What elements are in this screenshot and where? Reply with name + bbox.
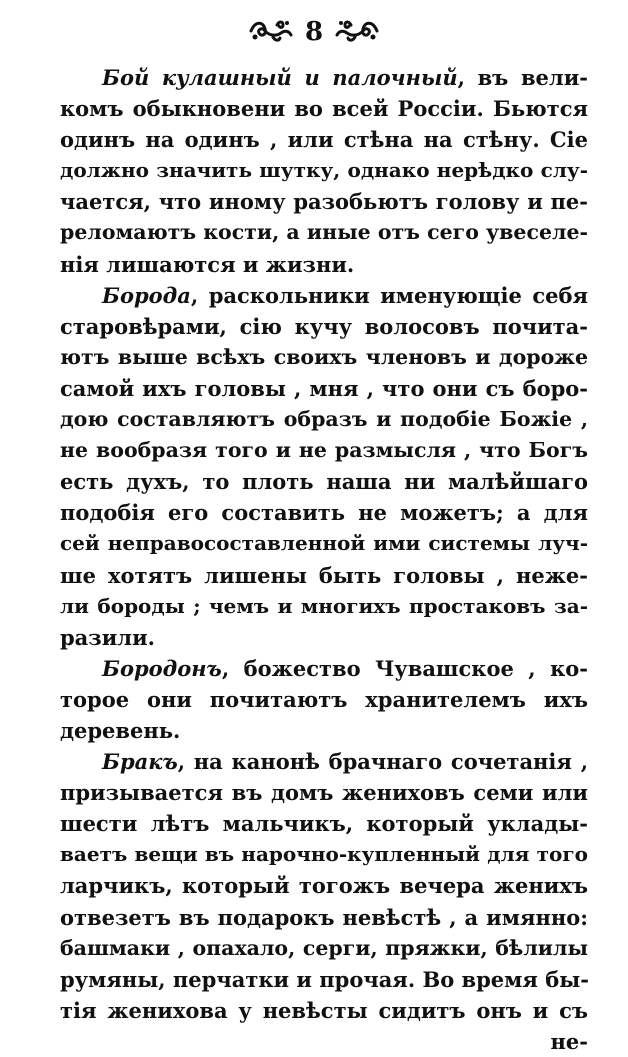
entry-line: есть духъ, то плоть наша ни малѣйшаго [60,469,588,495]
entry-line: разили. [60,624,155,650]
entry-line: не вообразя того и не размысля , что Богъ [60,438,588,463]
entry-line [60,653,588,684]
entry-line: деревень. [60,717,181,743]
entry-line: ларчикъ, который тогожъ вечера женихъ [60,873,588,899]
entry-term: Бракъ [102,749,178,775]
entry-term: Бой кулашный и палочный [102,65,458,90]
entry-line: старовѣрами, сію кучу волосовъ почита- [60,313,588,339]
entry-line: комъ обыкновени во всей Россіи. Бьются [60,96,588,122]
entry-line: должно значить шутку, однако нерѣдко слу- [60,158,588,183]
entry-line: шести лѣтъ мальчикъ, который уклады- [60,811,588,837]
entry-text: , на канонѣ брачнаго сочетанія , [177,749,588,775]
entry-line: тія жениxова у невѣсты сидитъ онъ и съ [60,997,588,1023]
entry-line: отвезетъ въ подарокъ невѣстѣ , а имянно: [60,904,588,930]
entry-line: ваетъ вещи въ нарочно-купленный для того [60,842,588,867]
entry-line: нія лишаются и жизни. [60,251,355,277]
entry-line: дою составляютъ образъ и подобіе Божіе , [60,407,588,432]
page-body [60,62,588,1057]
entry-text: , раскольники именующіе себя [190,282,588,308]
catchword: не- [550,1028,588,1054]
right-ornament-icon [333,15,381,49]
left-ornament-icon [247,15,295,49]
entry-term: Борода [102,282,191,308]
entry-line: призывается въ домъ жениховъ семи или [60,780,588,806]
entry-line: ше хотятъ лишены быть головы , нeже- [60,562,588,588]
entry-line: чается, что иному разобьютъ голову и пе- [60,189,588,215]
entry-line [60,280,588,311]
entry-line [60,746,588,777]
entry-text: , божество Чувашское , ко- [221,655,588,681]
entry-line: подобія его составить не можетъ; а для [60,500,588,526]
entry-text: , въ вели- [457,65,588,90]
page-number: 8 [304,17,324,47]
entry-line: румяны, перчатки и прочая. Во время бы- [60,966,589,992]
entry-line [60,62,588,93]
entry-line: самой ихъ головы , мня , что они съ боро- [60,375,588,401]
entry-line: торое они почитаютъ хранителемъ ихъ [60,686,588,712]
entry-line: одинъ на одинъ , или стѣна на стѣну. Сіе [60,127,588,153]
entry-line: башмаки , опахало, серги, пряжки, бѣлилы [60,935,588,960]
entry-line: ютъ выше всѣхъ своихъ членовъ и дороже [60,344,588,369]
entry-line: сей неправосоставленной ими системы луч- [60,531,588,556]
entry-term: Бородонъ [102,655,222,681]
page-header [0,12,628,52]
entry-line: реломаютъ кости, а иные отъ сего увеселе- [60,220,588,245]
entry-line: ли бороды ; чемъ и многихъ простаковъ за- [60,593,588,618]
